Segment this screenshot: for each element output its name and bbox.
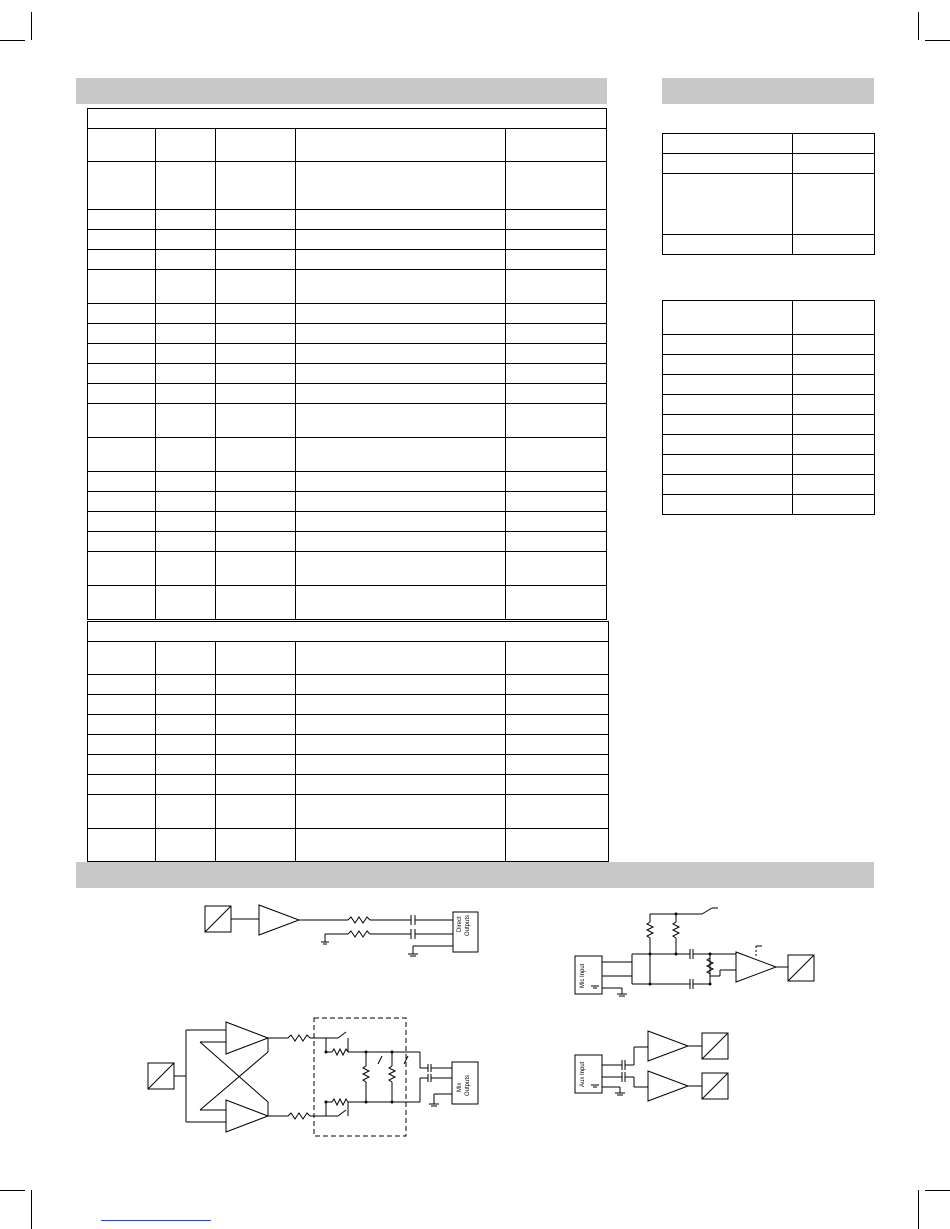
table-cell (506, 324, 607, 344)
table-row (88, 384, 607, 404)
table-row (88, 775, 609, 795)
table-cell (296, 472, 506, 492)
table-cell (88, 344, 156, 364)
resistor-icon (348, 917, 370, 923)
table-cell (296, 404, 506, 438)
table-row (88, 324, 607, 344)
table-cell (156, 129, 216, 162)
mic-input-label: Mic Input (580, 963, 586, 988)
table-row (88, 162, 607, 210)
table-row (663, 174, 875, 235)
table-cell (88, 324, 156, 344)
table-row (88, 438, 607, 472)
side-table-top (662, 133, 875, 255)
table-row (663, 495, 875, 515)
table-cell (88, 795, 156, 829)
table-cell (216, 438, 296, 472)
table-row (88, 695, 609, 715)
table-cell (88, 129, 156, 162)
mix-outputs-label: Mix (457, 1082, 463, 1092)
table-cell (88, 384, 156, 404)
mic-input-table (87, 621, 609, 862)
table-cell (88, 364, 156, 384)
table-cell (296, 304, 506, 324)
table-cell (793, 355, 875, 375)
table-cell (156, 438, 216, 472)
direct-outputs-diagram (195, 898, 485, 968)
table-cell (793, 154, 875, 174)
table-cell (88, 230, 156, 250)
table-cell (296, 829, 506, 862)
table-cell (156, 492, 216, 512)
table-cell (88, 532, 156, 552)
ground-icon (617, 994, 627, 996)
table-cell (216, 324, 296, 344)
op-amp-icon (648, 1031, 688, 1061)
table-cell (156, 642, 216, 675)
table-row (88, 829, 609, 862)
table-cell (156, 304, 216, 324)
table-cell (216, 642, 296, 675)
resistor-icon (647, 922, 653, 938)
table-cell (88, 162, 156, 210)
table-cell (793, 335, 875, 355)
table-row (88, 512, 607, 532)
table-cell (663, 475, 793, 495)
table-cell (793, 375, 875, 395)
table-cell (296, 364, 506, 384)
table-row (88, 715, 609, 735)
table-row (663, 301, 875, 335)
ground-icon (591, 1085, 599, 1087)
table-row (88, 210, 607, 230)
table-cell (296, 715, 506, 735)
table-cell (793, 415, 875, 435)
table-cell (216, 344, 296, 364)
table-cell (156, 364, 216, 384)
direct-outputs-label: Direct (457, 916, 463, 932)
aux-input-diagram (570, 1025, 740, 1105)
table-row (663, 435, 875, 455)
table-cell (663, 435, 793, 455)
table-row (88, 755, 609, 775)
table-cell (296, 210, 506, 230)
table-cell (506, 304, 607, 324)
table-cell (156, 512, 216, 532)
resistor-icon (389, 1066, 395, 1082)
table-cell (88, 735, 156, 755)
specifications-table (87, 108, 607, 620)
table-cell (296, 795, 506, 829)
table-cell (216, 552, 296, 586)
section-header-specifications (76, 78, 607, 104)
table-cell (663, 455, 793, 475)
table-cell (296, 230, 506, 250)
table-cell (156, 775, 216, 795)
table-row (88, 364, 607, 384)
resistor-icon (288, 1113, 310, 1119)
table-cell (88, 715, 156, 735)
table-cell (506, 755, 609, 775)
table-cell (216, 384, 296, 404)
ground-icon (429, 1104, 439, 1106)
table-cell (296, 250, 506, 270)
table-row (663, 134, 875, 154)
table-row (663, 235, 875, 255)
direct-outputs-label: Outputs (465, 914, 471, 936)
table-cell (216, 755, 296, 775)
table-cell (663, 355, 793, 375)
table-cell (216, 304, 296, 324)
table-cell (296, 438, 506, 472)
mix-switch-enclosure (314, 1018, 406, 1136)
mix-outputs-diagram (140, 1012, 490, 1142)
table-cell (156, 675, 216, 695)
table-row (663, 395, 875, 415)
mix-outputs-label: Outputs (465, 1074, 471, 1096)
table-row (88, 735, 609, 755)
table-cell (88, 552, 156, 586)
op-amp-icon (226, 1100, 268, 1132)
table-cell (663, 495, 793, 515)
table-cell (793, 435, 875, 455)
section-header-side (662, 78, 874, 104)
op-amp-icon (226, 1022, 268, 1054)
table-cell (88, 438, 156, 472)
table-cell (88, 695, 156, 715)
ground-icon (591, 986, 599, 988)
crop-mark (918, 1190, 919, 1229)
table-row (88, 344, 607, 364)
table-cell (156, 162, 216, 210)
op-amp-icon (259, 905, 299, 935)
table-cell (506, 512, 607, 532)
table-cell (506, 775, 609, 795)
table-cell (506, 715, 609, 735)
table-row (88, 230, 607, 250)
table-cell (506, 384, 607, 404)
table-cell (296, 642, 506, 675)
table-cell (216, 829, 296, 862)
table-caption-row (88, 622, 609, 642)
table-cell (88, 250, 156, 270)
table-cell (663, 154, 793, 174)
table-cell (216, 532, 296, 552)
table-cell (663, 301, 793, 335)
table-cell (156, 532, 216, 552)
table-cell (506, 364, 607, 384)
table-cell (156, 344, 216, 364)
table-row (663, 154, 875, 174)
table-cell (216, 675, 296, 695)
table-cell (216, 695, 296, 715)
table-cell (296, 532, 506, 552)
table-cell (88, 775, 156, 795)
table-cell (506, 438, 607, 472)
table-cell (296, 129, 506, 162)
table-cell (506, 735, 609, 755)
table-cell (296, 270, 506, 304)
table-cell (216, 250, 296, 270)
table-cell (793, 235, 875, 255)
table-cell (506, 552, 607, 586)
table-cell (296, 384, 506, 404)
table-cell (156, 755, 216, 775)
table-cell (156, 250, 216, 270)
table-cell (216, 586, 296, 620)
table-cell (156, 472, 216, 492)
table-cell (216, 775, 296, 795)
table-cell (296, 552, 506, 586)
table-row (88, 642, 609, 675)
table-cell (88, 675, 156, 695)
table-cell (506, 250, 607, 270)
table-cell (216, 129, 296, 162)
table-cell (296, 162, 506, 210)
table-cell (296, 324, 506, 344)
table-cell (216, 512, 296, 532)
table-cell (506, 230, 607, 250)
table-cell (506, 472, 607, 492)
table-cell (296, 735, 506, 755)
table-row (88, 472, 607, 492)
table-cell (216, 492, 296, 512)
table-cell (216, 364, 296, 384)
table-cell (663, 375, 793, 395)
table-cell (88, 642, 156, 675)
table-cell (216, 404, 296, 438)
op-amp-icon (648, 1071, 688, 1101)
table-cell (156, 384, 216, 404)
table-cell (296, 675, 506, 695)
table-cell (156, 715, 216, 735)
table-cell (88, 210, 156, 230)
section-header-diagrams (76, 862, 874, 888)
table-cell (793, 174, 875, 235)
table-cell (506, 162, 607, 210)
table-cell (663, 335, 793, 355)
table-cell (88, 755, 156, 775)
table-cell (156, 795, 216, 829)
table-cell (506, 675, 609, 695)
table-cell (296, 775, 506, 795)
table-cell (793, 395, 875, 415)
resistor-icon (332, 1099, 348, 1105)
footer-link-underline[interactable] (101, 1220, 211, 1221)
table-cell (156, 230, 216, 250)
table-row (88, 795, 609, 829)
table-cell (156, 324, 216, 344)
table-row (88, 270, 607, 304)
crop-mark (925, 1190, 950, 1191)
resistor-icon (673, 922, 679, 938)
table-cell (156, 829, 216, 862)
table-row (663, 335, 875, 355)
table-cell (88, 492, 156, 512)
mic-input-diagram (570, 900, 820, 1000)
table-cell (506, 210, 607, 230)
table-cell (793, 134, 875, 154)
table-cell (506, 492, 607, 512)
table-row (88, 552, 607, 586)
table-row (663, 455, 875, 475)
resistor-icon (348, 931, 370, 937)
table-cell (88, 829, 156, 862)
ground-icon (408, 954, 418, 956)
table-cell (216, 270, 296, 304)
crop-mark (0, 1190, 25, 1191)
table-cell (506, 642, 609, 675)
resistor-icon (288, 1035, 310, 1041)
table-cell (216, 735, 296, 755)
resistor-icon (363, 1066, 369, 1082)
table-cell (216, 162, 296, 210)
table-cell (506, 829, 609, 862)
table-cell (506, 344, 607, 364)
table-cell (156, 735, 216, 755)
table-row (88, 675, 609, 695)
table-row (663, 415, 875, 435)
table-cell (88, 270, 156, 304)
crop-mark (918, 12, 919, 40)
table-cell (296, 344, 506, 364)
table-cell (506, 586, 607, 620)
table-row (88, 532, 607, 552)
crop-mark (925, 40, 950, 41)
switch-icon (338, 1032, 346, 1038)
table-cell (156, 552, 216, 586)
table-row (88, 304, 607, 324)
table-cell (663, 395, 793, 415)
crop-mark (0, 40, 25, 41)
crop-mark (31, 1190, 32, 1229)
table-cell (793, 455, 875, 475)
table-row (88, 250, 607, 270)
table-cell (156, 210, 216, 230)
table-cell (88, 472, 156, 492)
table-cell (506, 404, 607, 438)
table-cell (663, 174, 793, 235)
table-cell (216, 795, 296, 829)
table-row (88, 586, 607, 620)
table-cell (296, 512, 506, 532)
table-cell (506, 129, 607, 162)
crop-mark (31, 12, 32, 40)
table-cell (216, 230, 296, 250)
ground-icon (615, 1093, 625, 1095)
table-row (663, 475, 875, 495)
table-cell (793, 301, 875, 335)
table-cell (216, 472, 296, 492)
table-cell (88, 512, 156, 532)
table-cell (156, 586, 216, 620)
table-cell (156, 270, 216, 304)
table-cell (663, 235, 793, 255)
side-table-bottom (662, 300, 875, 515)
table-cell (88, 304, 156, 324)
ground-icon (321, 942, 329, 944)
table-cell (156, 404, 216, 438)
table-cell (663, 134, 793, 154)
switch-icon (378, 1056, 382, 1064)
table-row (88, 404, 607, 438)
table-cell (296, 695, 506, 715)
table-cell (216, 715, 296, 735)
table-cell (216, 210, 296, 230)
switch-icon (338, 1110, 346, 1116)
table-cell (88, 404, 156, 438)
table-caption-cell (88, 109, 607, 129)
table-cell (506, 795, 609, 829)
table-cell (296, 492, 506, 512)
resistor-icon (332, 1049, 348, 1055)
table-caption-row (88, 109, 607, 129)
table-row (663, 355, 875, 375)
table-row (88, 492, 607, 512)
op-amp-icon (736, 952, 776, 982)
table-cell (506, 532, 607, 552)
table-cell (793, 475, 875, 495)
table-cell (663, 415, 793, 435)
table-cell (296, 755, 506, 775)
aux-input-label: Aux Input (580, 1061, 586, 1087)
table-caption-cell (88, 622, 609, 642)
table-cell (506, 695, 609, 715)
table-cell (88, 586, 156, 620)
table-row (88, 129, 607, 162)
table-cell (793, 495, 875, 515)
table-row (663, 375, 875, 395)
table-cell (296, 586, 506, 620)
table-cell (506, 270, 607, 304)
table-cell (156, 695, 216, 715)
